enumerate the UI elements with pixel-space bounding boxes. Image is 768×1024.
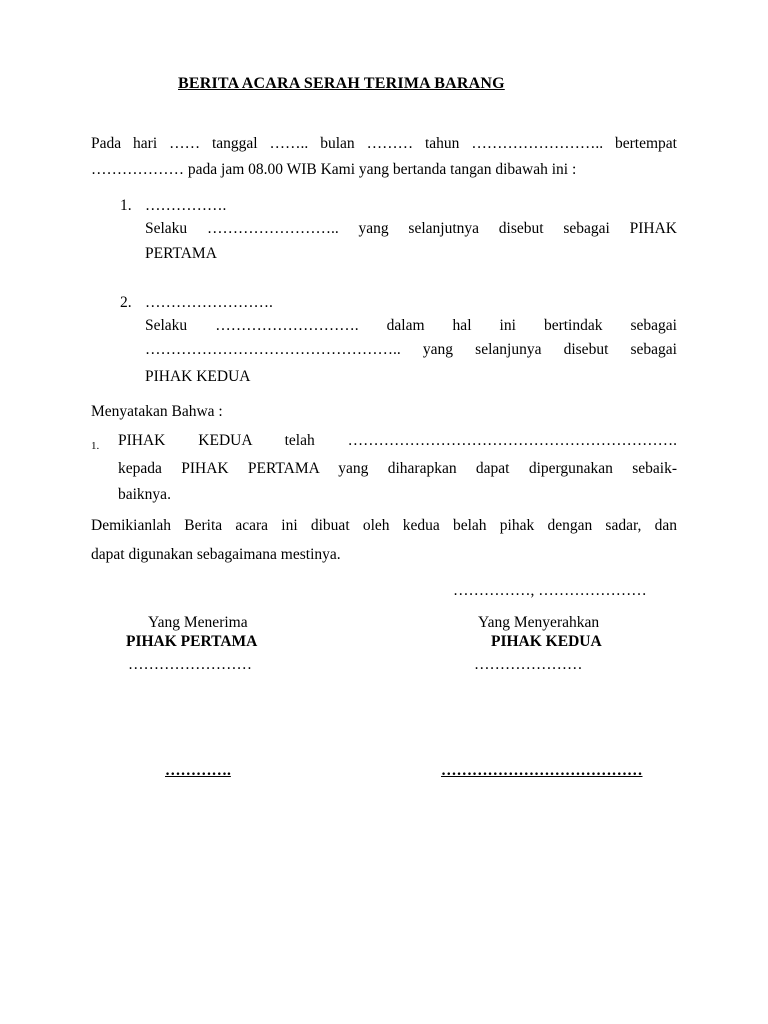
- signature-right-name: …………………………………: [441, 762, 643, 779]
- closing-line-1: Demikianlah Berita acara ini dibuat oleh kedua belah pihak dengan sadar, dan: [91, 517, 677, 534]
- signature-left-name: ………….: [165, 762, 231, 779]
- party1-line-1: Selaku …………………….. yang selanjutnya disebut sebagai PIHAK: [145, 220, 677, 237]
- place-date: ……………, …………………: [453, 582, 647, 599]
- party2-line-1: Selaku ………………………. dalam hal ini bertindak sebagai: [145, 317, 677, 334]
- closing-line-2: dapat digunakan sebagaimana mestinya.: [91, 546, 341, 563]
- statement-heading: Menyatakan Bahwa :: [91, 403, 223, 420]
- statement-line-3: baiknya.: [118, 486, 171, 503]
- party2-line-2: ………………………………………….. yang selanjunya disebut sebagai: [145, 341, 677, 358]
- signature-left-role: Yang Menerima: [148, 614, 248, 631]
- signature-left-party: PIHAK PERTAMA: [126, 633, 258, 650]
- party1-line-2: PERTAMA: [145, 245, 217, 262]
- signature-left-dots: ……………………: [128, 656, 252, 673]
- statement-line-2: kepada PIHAK PERTAMA yang diharapkan dapat dipergunakan sebaik-: [118, 460, 677, 477]
- signature-right-dots: …………………: [474, 656, 583, 673]
- intro-line-1: Pada hari …… tanggal …….. bulan ……… tahun …………………….. bertempat: [91, 135, 677, 152]
- party1-number: 1.: [120, 197, 132, 214]
- signature-right-role: Yang Menyerahkan: [478, 614, 600, 631]
- statement-line-1: PIHAK KEDUA telah ……………………………………………………….: [118, 432, 677, 449]
- party2-line-3: PIHAK KEDUA: [145, 368, 251, 385]
- document-title: BERITA ACARA SERAH TERIMA BARANG: [178, 75, 505, 92]
- statement-number: 1.: [91, 440, 100, 452]
- party2-number: 2.: [120, 294, 132, 311]
- party1-name: …………….: [145, 197, 227, 214]
- signature-right-party: PIHAK KEDUA: [491, 633, 602, 650]
- party2-name: …………………….: [145, 294, 273, 311]
- intro-line-2: ……………… pada jam 08.00 WIB Kami yang bertanda tangan dibawah ini :: [91, 161, 577, 178]
